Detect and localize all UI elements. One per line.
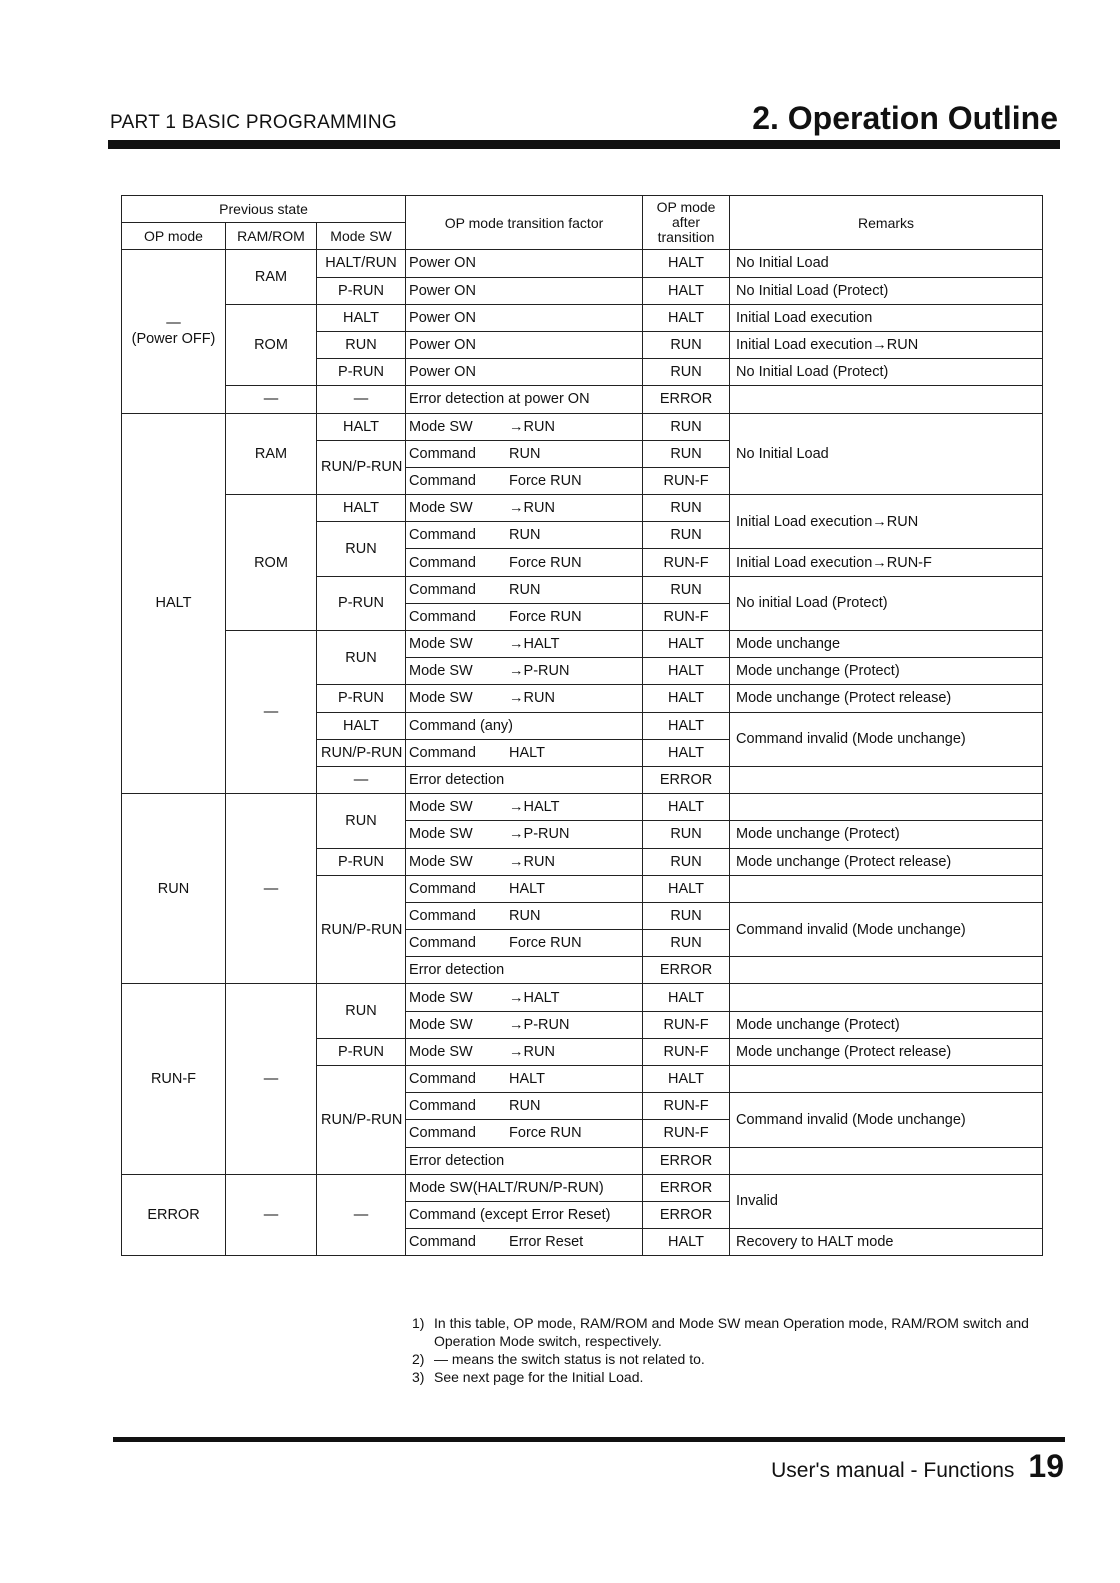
remark-cell: Mode unchange (Protect release) <box>730 685 1043 712</box>
factor-source: Command <box>409 472 476 489</box>
header-factor: OP mode transition factor <box>406 196 643 250</box>
factor-cell <box>406 359 643 386</box>
factor-source: Power ON <box>409 282 476 299</box>
factor-source: Command <box>409 907 476 924</box>
mode-sw-cell: P-RUN <box>317 848 406 875</box>
mode-sw-cell: P-RUN <box>317 685 406 712</box>
factor-cell <box>406 603 643 630</box>
mode-sw-cell: RUN/P-RUN <box>317 739 406 766</box>
mode-sw-cell: HALT <box>317 712 406 739</box>
after-cell: HALT <box>643 304 730 331</box>
header-after-line: after <box>672 214 701 231</box>
mode-sw-cell: RUN/P-RUN <box>317 440 406 494</box>
after-cell: ERROR <box>643 766 730 793</box>
remark-cell: Initial Load execution→RUN-F <box>730 549 1043 576</box>
after-cell: HALT <box>643 739 730 766</box>
after-cell: HALT <box>643 1229 730 1256</box>
note-text: See next page for the Initial Load. <box>434 1369 644 1385</box>
factor-source: Command <box>409 608 476 625</box>
factor-detail: HALT <box>509 744 546 761</box>
factor-source: Power ON <box>409 309 476 326</box>
factor-detail: Force RUN <box>509 608 582 625</box>
factor-detail: RUN <box>509 445 541 462</box>
factor-detail: →P-RUN <box>509 826 570 843</box>
factor-source: Error detection <box>409 772 505 789</box>
mode-sw-cell: — <box>317 386 406 413</box>
factor-detail: Force RUN <box>509 935 582 952</box>
after-cell: RUN-F <box>643 549 730 576</box>
remark-cell <box>730 984 1043 1011</box>
after-cell: RUN <box>643 413 730 440</box>
mode-sw-cell: RUN <box>317 631 406 685</box>
factor-cell <box>406 1093 643 1120</box>
factor-source: Command <box>409 554 476 571</box>
mode-sw-cell: P-RUN <box>317 1038 406 1065</box>
factor-source: Command <box>409 1098 476 1115</box>
factor-detail: RUN <box>509 527 541 544</box>
factor-cell <box>406 984 643 1011</box>
after-cell: RUN <box>643 495 730 522</box>
ram-rom-cell: — <box>226 631 317 794</box>
remark-cell: Mode unchange (Protect) <box>730 1011 1043 1038</box>
factor-cell <box>406 576 643 603</box>
remark-cell: No Initial Load (Protect) <box>730 359 1043 386</box>
remark-cell: No Initial Load <box>730 413 1043 495</box>
factor-cell <box>406 685 643 712</box>
remark-cell <box>730 1147 1043 1174</box>
mode-sw-cell: P-RUN <box>317 576 406 630</box>
remark-cell: Command invalid (Mode unchange) <box>730 712 1043 766</box>
remark-cell: Mode unchange (Protect) <box>730 658 1043 685</box>
factor-cell <box>406 1120 643 1147</box>
factor-source: Command <box>409 1071 476 1088</box>
header-remarks: Remarks <box>730 196 1043 250</box>
factor-source: Mode SW <box>409 799 473 816</box>
factor-source: Command <box>409 581 476 598</box>
table-row <box>122 413 1043 440</box>
header-mode-sw: Mode SW <box>317 223 406 250</box>
ram-rom-cell: RAM <box>226 413 317 495</box>
mode-sw-cell: P-RUN <box>317 359 406 386</box>
after-cell: ERROR <box>643 1174 730 1201</box>
factor-cell <box>406 1229 643 1256</box>
table-row <box>122 250 1043 277</box>
factor-detail: →RUN <box>509 1043 555 1060</box>
remark-cell: No Initial Load (Protect) <box>730 277 1043 304</box>
op-mode-cell <box>122 250 226 413</box>
factor-cell <box>406 413 643 440</box>
mode-sw-cell: RUN <box>317 522 406 576</box>
factor-source: Mode SW <box>409 636 473 653</box>
factor-cell <box>406 902 643 929</box>
after-cell: ERROR <box>643 386 730 413</box>
factor-source: Mode SW <box>409 1043 473 1060</box>
mode-sw-cell: HALT <box>317 304 406 331</box>
factor-source: Command <box>409 744 476 761</box>
header-after-line: transition <box>657 229 715 246</box>
after-cell: HALT <box>643 984 730 1011</box>
ram-rom-cell: RAM <box>226 250 317 304</box>
factor-source: Mode SW(HALT/RUN/P-RUN) <box>409 1179 604 1196</box>
factor-detail: →HALT <box>509 636 560 653</box>
ram-rom-cell: — <box>226 794 317 984</box>
after-cell: RUN <box>643 902 730 929</box>
after-cell: RUN-F <box>643 1120 730 1147</box>
footer-rule <box>113 1437 1065 1442</box>
remark-cell <box>730 386 1043 413</box>
remark-cell: Mode unchange (Protect) <box>730 821 1043 848</box>
mode-sw-cell: RUN <box>317 331 406 358</box>
factor-detail: →RUN <box>509 690 555 707</box>
factor-cell <box>406 875 643 902</box>
factor-source: Error detection at power ON <box>409 391 590 408</box>
header-previous-state: Previous state <box>122 196 406 223</box>
factor-source: Mode SW <box>409 1016 473 1033</box>
table-row <box>122 794 1043 821</box>
after-cell: HALT <box>643 631 730 658</box>
factor-source: Mode SW <box>409 418 473 435</box>
factor-detail: Force RUN <box>509 554 582 571</box>
remark-cell <box>730 957 1043 984</box>
mode-sw-cell: RUN <box>317 794 406 848</box>
after-cell: HALT <box>643 794 730 821</box>
remark-cell: Command invalid (Mode unchange) <box>730 1093 1043 1147</box>
footer-label: User's manual - Functions <box>771 1459 1015 1482</box>
after-cell: HALT <box>643 277 730 304</box>
factor-cell <box>406 467 643 494</box>
note-item <box>412 1350 1044 1368</box>
factor-cell <box>406 1038 643 1065</box>
mode-sw-cell: RUN/P-RUN <box>317 875 406 984</box>
factor-source: Mode SW <box>409 853 473 870</box>
mode-sw-cell: P-RUN <box>317 277 406 304</box>
after-cell: ERROR <box>643 1201 730 1228</box>
mode-sw-cell: RUN <box>317 984 406 1038</box>
factor-detail: Error Reset <box>509 1234 584 1251</box>
header-op-mode: OP mode <box>122 223 226 250</box>
factor-cell <box>406 1011 643 1038</box>
factor-detail: RUN <box>509 1098 541 1115</box>
page-number: 19 <box>1028 1448 1064 1484</box>
mode-sw-cell: — <box>317 1174 406 1256</box>
note-number: 3) <box>412 1369 425 1385</box>
factor-detail: →HALT <box>509 799 560 816</box>
after-cell: RUN <box>643 576 730 603</box>
after-cell: RUN-F <box>643 603 730 630</box>
header-after-line: OP mode <box>656 199 716 216</box>
factor-cell <box>406 304 643 331</box>
factor-detail: RUN <box>509 581 541 598</box>
part-title: PART 1 BASIC PROGRAMMING <box>110 112 397 133</box>
note-text: In this table, OP mode, RAM/ROM and Mode SW mean Operation mode, RAM/ROM switch and Operation Mode switch, respectively. <box>434 1315 1029 1349</box>
mode-sw-cell: HALT <box>317 413 406 440</box>
after-cell: RUN <box>643 930 730 957</box>
remark-cell: Initial Load execution→RUN <box>730 495 1043 549</box>
factor-source: Mode SW <box>409 663 473 680</box>
remark-cell: Initial Load execution→RUN <box>730 331 1043 358</box>
factor-cell <box>406 495 643 522</box>
op-mode-cell: RUN-F <box>122 984 226 1174</box>
remark-cell: Mode unchange <box>730 631 1043 658</box>
op-mode-cell: RUN <box>122 794 226 984</box>
factor-cell <box>406 277 643 304</box>
factor-cell <box>406 821 643 848</box>
mode-sw-cell: HALT/RUN <box>317 250 406 277</box>
factor-source: Error detection <box>409 962 505 979</box>
factor-source: Mode SW <box>409 500 473 517</box>
factor-cell <box>406 549 643 576</box>
factor-source: Command <box>409 935 476 952</box>
factor-cell <box>406 1147 643 1174</box>
section-title: 2. Operation Outline <box>752 100 1058 136</box>
remark-cell: Initial Load execution <box>730 304 1043 331</box>
remark-cell: Command invalid (Mode unchange) <box>730 902 1043 956</box>
factor-detail: HALT <box>509 1071 546 1088</box>
after-cell: RUN <box>643 848 730 875</box>
factor-cell <box>406 712 643 739</box>
factor-cell <box>406 658 643 685</box>
after-cell: ERROR <box>643 957 730 984</box>
after-cell: RUN <box>643 440 730 467</box>
factor-cell <box>406 794 643 821</box>
factor-detail: →RUN <box>509 853 555 870</box>
factor-source: Power ON <box>409 255 476 272</box>
ram-rom-cell: ROM <box>226 495 317 631</box>
factor-cell <box>406 930 643 957</box>
factor-source: Command <box>409 880 476 897</box>
header-rule <box>108 140 1060 149</box>
note-item <box>412 1368 1044 1386</box>
table-row <box>122 495 1043 522</box>
after-cell: HALT <box>643 250 730 277</box>
factor-source: Command <box>409 1234 476 1251</box>
ram-rom-cell: — <box>226 984 317 1174</box>
table-notes <box>412 1314 1044 1386</box>
remark-cell: No initial Load (Protect) <box>730 576 1043 630</box>
factor-cell <box>406 766 643 793</box>
after-cell: RUN-F <box>643 1011 730 1038</box>
mode-sw-cell: RUN/P-RUN <box>317 1066 406 1175</box>
factor-detail: →P-RUN <box>509 1016 570 1033</box>
after-cell: RUN <box>643 331 730 358</box>
op-mode-label: (Power OFF) <box>131 331 216 348</box>
factor-cell <box>406 331 643 358</box>
factor-source: Command <box>409 527 476 544</box>
table-row <box>122 386 1043 413</box>
mode-sw-cell: — <box>317 766 406 793</box>
ram-rom-cell: — <box>226 386 317 413</box>
table-row <box>122 304 1043 331</box>
after-cell: RUN <box>643 522 730 549</box>
factor-detail: HALT <box>509 880 546 897</box>
factor-detail: RUN <box>509 907 541 924</box>
factor-detail: →RUN <box>509 500 555 517</box>
note-item <box>412 1314 1044 1350</box>
factor-source: Power ON <box>409 364 476 381</box>
factor-source: Command <box>409 445 476 462</box>
after-cell: HALT <box>643 685 730 712</box>
operation-table <box>121 195 1043 1256</box>
after-cell: RUN <box>643 821 730 848</box>
mode-sw-cell: HALT <box>317 495 406 522</box>
table-row <box>122 631 1043 658</box>
factor-source: Mode SW <box>409 989 473 1006</box>
factor-cell <box>406 386 643 413</box>
header-ram-rom: RAM/ROM <box>226 223 317 250</box>
factor-cell <box>406 631 643 658</box>
factor-source: Command (except Error Reset) <box>409 1207 611 1224</box>
after-cell: HALT <box>643 875 730 902</box>
after-cell: RUN-F <box>643 1093 730 1120</box>
remark-cell <box>730 766 1043 793</box>
table-row <box>122 984 1043 1011</box>
factor-cell <box>406 957 643 984</box>
factor-detail: Force RUN <box>509 1125 582 1142</box>
after-cell: HALT <box>643 712 730 739</box>
after-cell: ERROR <box>643 1147 730 1174</box>
page-footer <box>771 1448 1064 1485</box>
table-row <box>122 1174 1043 1201</box>
header-after <box>643 196 730 250</box>
note-number: 1) <box>412 1315 425 1331</box>
ram-rom-cell: — <box>226 1174 317 1256</box>
factor-source: Command <box>409 1125 476 1142</box>
op-mode-cell: ERROR <box>122 1174 226 1256</box>
factor-detail: →P-RUN <box>509 663 570 680</box>
op-mode-dash: — <box>166 315 181 332</box>
factor-cell <box>406 848 643 875</box>
header-row <box>122 196 1043 223</box>
remark-cell <box>730 1066 1043 1093</box>
factor-source: Power ON <box>409 337 476 354</box>
note-number: 2) <box>412 1351 425 1367</box>
after-cell: RUN <box>643 359 730 386</box>
factor-cell <box>406 250 643 277</box>
factor-source: Error detection <box>409 1152 505 1169</box>
factor-cell <box>406 1066 643 1093</box>
remark-cell: Invalid <box>730 1174 1043 1228</box>
factor-source: Command (any) <box>409 717 513 734</box>
factor-cell <box>406 739 643 766</box>
remark-cell: No Initial Load <box>730 250 1043 277</box>
after-cell: RUN-F <box>643 467 730 494</box>
remark-cell: Mode unchange (Protect release) <box>730 1038 1043 1065</box>
factor-cell <box>406 522 643 549</box>
remark-cell: Mode unchange (Protect release) <box>730 848 1043 875</box>
after-cell: HALT <box>643 1066 730 1093</box>
factor-source: Mode SW <box>409 826 473 843</box>
remark-cell <box>730 875 1043 902</box>
remark-cell <box>730 794 1043 821</box>
factor-cell <box>406 440 643 467</box>
op-mode-cell: HALT <box>122 413 226 794</box>
after-cell: HALT <box>643 658 730 685</box>
ram-rom-cell: ROM <box>226 304 317 386</box>
factor-cell <box>406 1201 643 1228</box>
factor-cell <box>406 1174 643 1201</box>
factor-detail: Force RUN <box>509 472 582 489</box>
factor-source: Mode SW <box>409 690 473 707</box>
factor-detail: →HALT <box>509 989 560 1006</box>
remark-cell: Recovery to HALT mode <box>730 1229 1043 1256</box>
after-cell: RUN-F <box>643 1038 730 1065</box>
note-text: — means the switch status is not related to. <box>434 1351 705 1367</box>
factor-detail: →RUN <box>509 418 555 435</box>
